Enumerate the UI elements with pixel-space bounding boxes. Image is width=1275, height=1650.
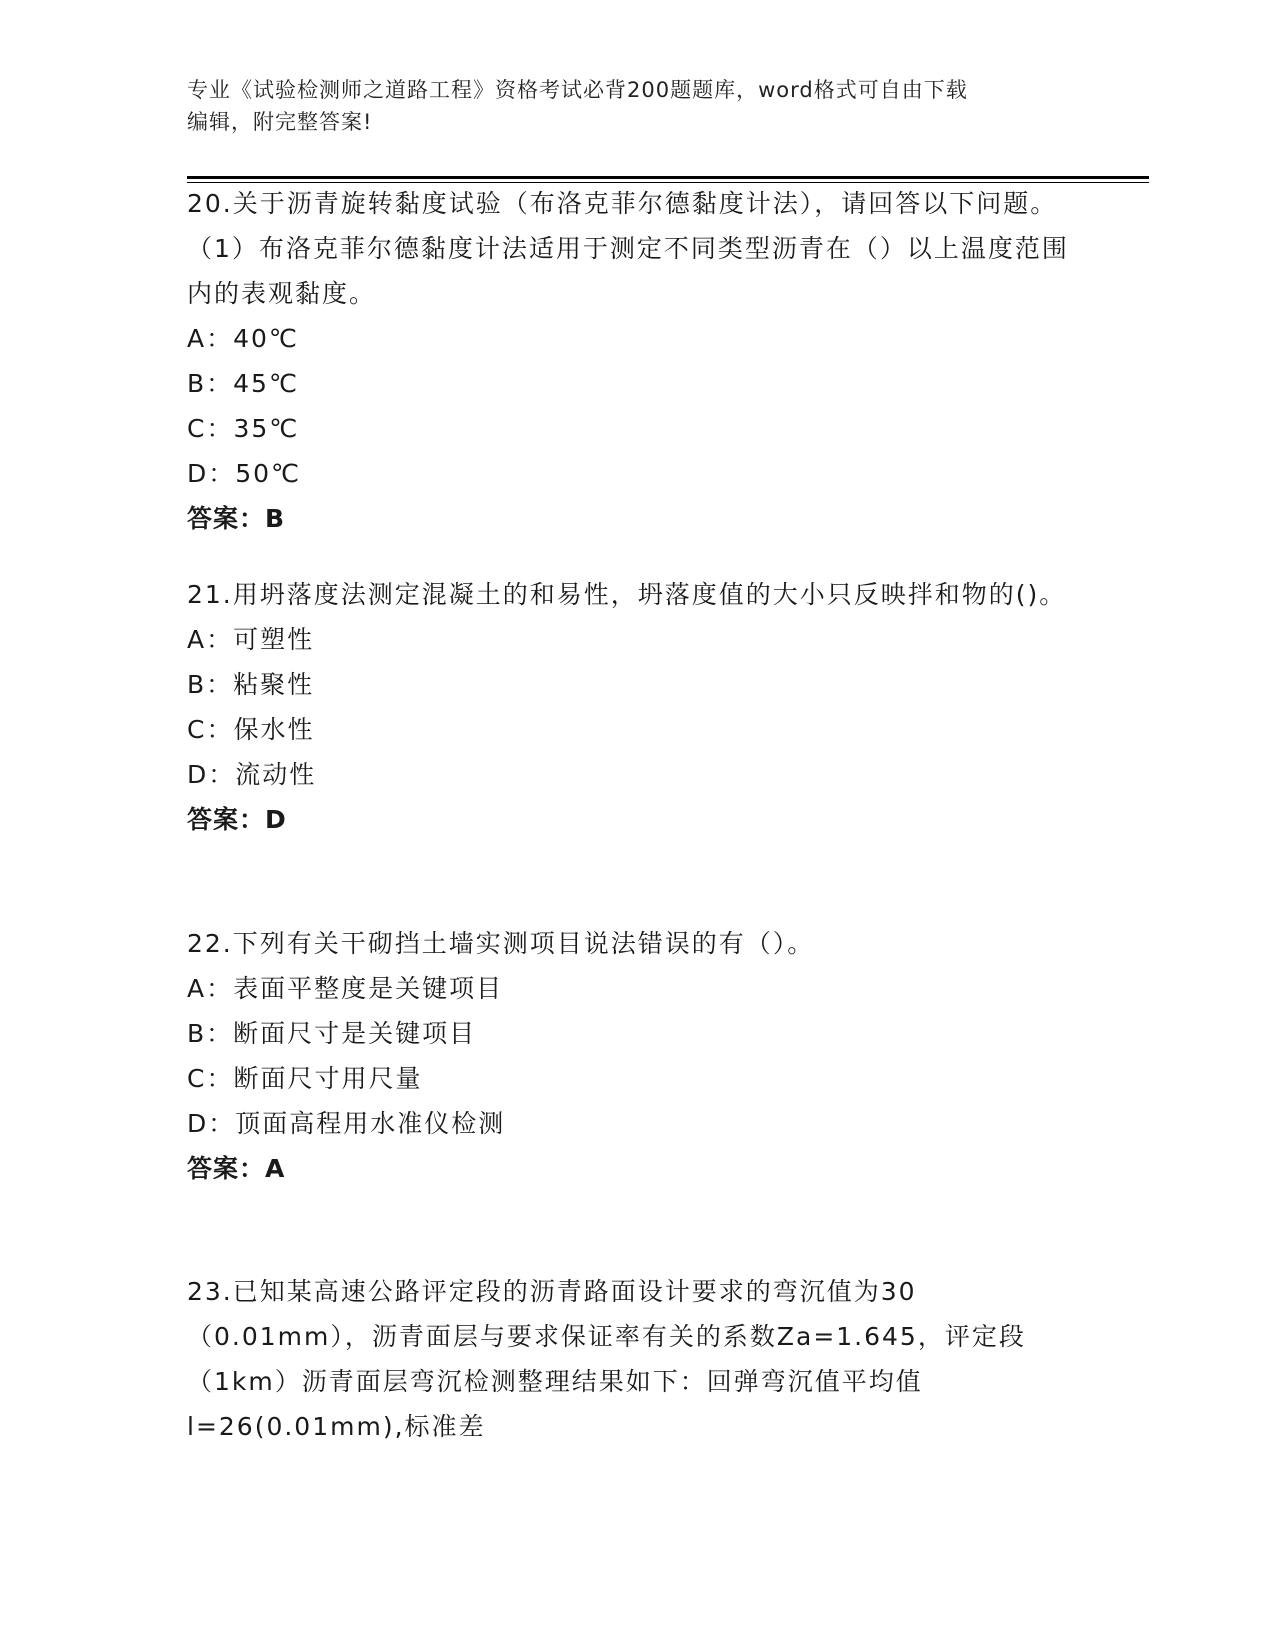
header-divider-thick bbox=[187, 176, 1149, 179]
option-c: C：35℃ bbox=[187, 414, 300, 443]
option-d: D：顶面高程用水准仪检测 bbox=[187, 1109, 506, 1138]
question-23 bbox=[187, 1269, 1087, 1449]
option-c: C：保水性 bbox=[187, 715, 315, 744]
document-header bbox=[187, 74, 1067, 138]
question-stem: 23.已知某高速公路评定段的沥青路面设计要求的弯沉值为30（0.01mm），沥青面层与要求保证率有关的系数Za=1.645，评定段（1km）沥青面层弯沉检测整理结果如下：回弹弯沉值平均值l=26(0.01mm),标准差 bbox=[187, 1277, 1026, 1441]
question-21 bbox=[187, 572, 1087, 842]
option-a: A：表面平整度是关键项目 bbox=[187, 974, 504, 1003]
option-b: B：粘聚性 bbox=[187, 670, 315, 699]
question-stem: 22.下列有关干砌挡土墙实测项目说法错误的有（）。 bbox=[187, 929, 815, 958]
question-22 bbox=[187, 921, 1087, 1191]
option-a: A：可塑性 bbox=[187, 625, 315, 654]
question-20 bbox=[187, 181, 1087, 541]
question-stem: 21.用坍落度法测定混凝土的和易性，坍落度值的大小只反映拌和物的()。 bbox=[187, 580, 1067, 609]
answer-label: 答案：D bbox=[187, 805, 287, 834]
header-line-1: 专业《试验检测师之道路工程》资格考试必背200题题库，word格式可自由下载 bbox=[187, 78, 968, 102]
option-a: A：40℃ bbox=[187, 324, 299, 353]
answer-label: 答案：B bbox=[187, 504, 286, 533]
option-b: B：断面尺寸是关键项目 bbox=[187, 1019, 477, 1048]
option-d: D：50℃ bbox=[187, 459, 302, 488]
option-c: C：断面尺寸用尺量 bbox=[187, 1064, 423, 1093]
question-stem: 20.关于沥青旋转黏度试验（布洛克菲尔德黏度计法），请回答以下问题。（1）布洛克菲尔德黏度计法适用于测定不同类型沥青在（）以上温度范围内的表观黏度。 bbox=[187, 189, 1069, 308]
option-b: B：45℃ bbox=[187, 369, 300, 398]
header-line-2: 编辑，附完整答案! bbox=[187, 110, 373, 134]
answer-label: 答案：A bbox=[187, 1154, 286, 1183]
option-d: D：流动性 bbox=[187, 760, 317, 789]
